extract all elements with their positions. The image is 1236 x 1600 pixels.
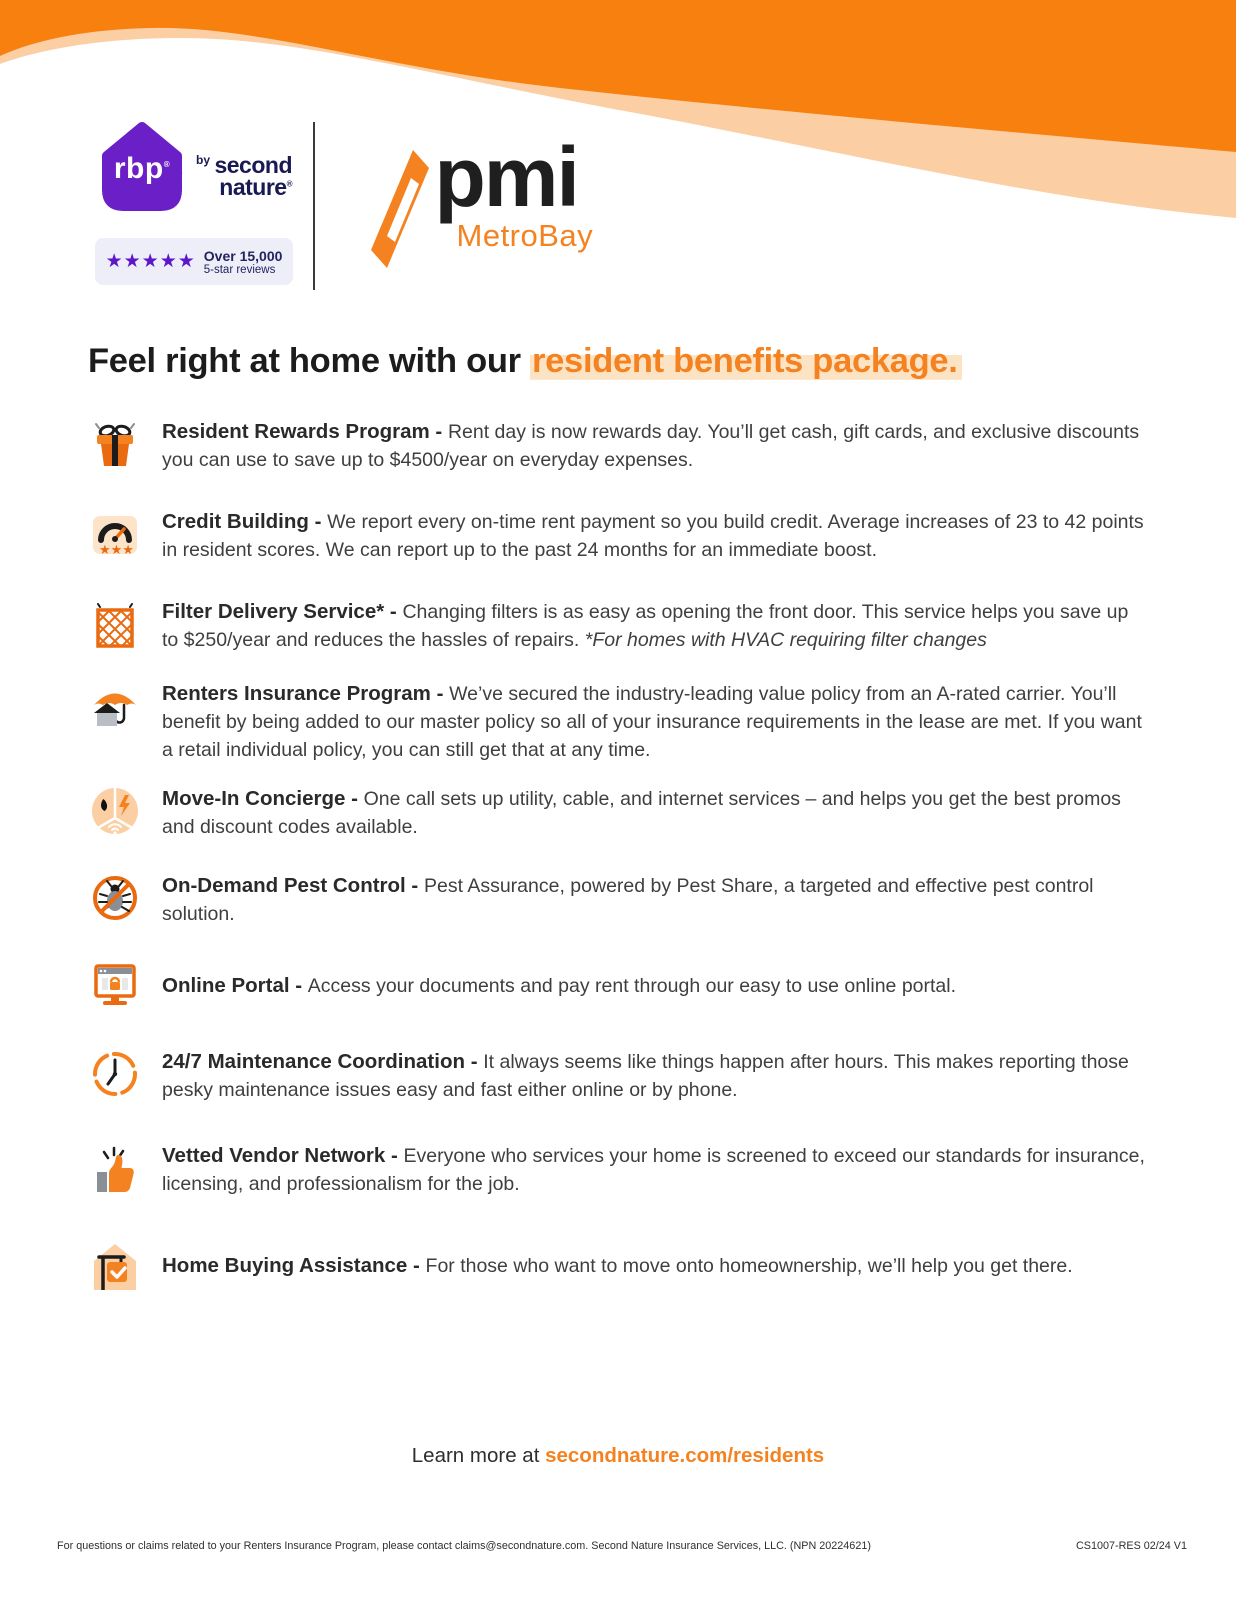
benefit-text — [162, 785, 1145, 841]
legal-disclaimer: For questions or claims related to your Renters Insurance Program, please contact claims@secondnature.com. Second Nature Insurance Services, LLC. (NPN 20224621) — [57, 1540, 871, 1552]
pmi-location: MetroBay — [456, 217, 594, 253]
rbp-logo-block — [95, 118, 295, 285]
benefit-description: Pest Assurance, powered by Pest Share, a targeted and effective pest control solution. — [162, 875, 1094, 925]
sn-registered-mark: ® — [286, 179, 292, 189]
benefit-title: Home Buying Assistance - — [162, 1254, 426, 1277]
benefit-text — [162, 972, 1145, 1000]
benefit-text — [162, 598, 1145, 654]
benefit-maintenance — [90, 1048, 1145, 1104]
document-code: CS1007-RES 02/24 V1 — [1075, 1540, 1187, 1552]
headline-highlight: resident benefits package. — [530, 342, 962, 382]
rbp-wordmark: rbp® — [113, 152, 171, 185]
pmi-logo-block — [357, 118, 594, 272]
benefit-filter-delivery — [90, 598, 1145, 654]
benefit-move-in-concierge — [90, 785, 1145, 841]
by-label: by — [196, 153, 211, 168]
logo-row — [95, 118, 593, 290]
benefit-resident-rewards — [90, 418, 1145, 474]
benefit-title: Vetted Vendor Network - — [162, 1144, 404, 1167]
benefit-description: Access your documents and pay rent through our easy to use online portal. — [307, 975, 957, 997]
benefit-text — [162, 1142, 1145, 1198]
benefit-renters-insurance — [90, 680, 1145, 764]
thumbs-up-icon — [90, 1142, 146, 1194]
umbrella-house-icon — [90, 680, 146, 732]
benefit-text — [162, 418, 1145, 474]
pest-control-icon — [90, 872, 146, 924]
reviews-badge — [95, 238, 293, 285]
svg-text:★★★: ★★★ — [99, 542, 134, 557]
headline-prefix: Feel right at home with our — [88, 342, 531, 380]
benefit-pest-control — [90, 872, 1145, 928]
benefit-footnote: *For homes with HVAC requiring filter changes — [579, 629, 987, 651]
logo-divider — [313, 122, 315, 290]
benefit-text — [162, 872, 1145, 928]
benefit-title: Credit Building - — [162, 510, 328, 533]
page-title — [88, 342, 1173, 381]
rbp-logo — [98, 118, 186, 222]
learn-more-line — [0, 1444, 1236, 1468]
benefit-description: We’ve secured the industry-leading value policy from an A-rated carrier. You’ll benefit by being added to our master policy so all of your insurance requirements in the lease are met. If you want a retail individual policy, you can still get that at any time. — [162, 683, 1142, 761]
learn-more-link[interactable]: secondnature.com/residents — [545, 1444, 825, 1467]
benefit-description: For those who want to move onto homeownership, we’ll help you get there. — [425, 1255, 1073, 1277]
benefit-title: Online Portal - — [162, 974, 308, 997]
benefit-text — [162, 1048, 1145, 1104]
benefit-vendor-network — [90, 1142, 1145, 1198]
benefit-text — [162, 680, 1145, 764]
nature-label: nature — [219, 174, 287, 200]
second-label: second — [214, 152, 292, 179]
benefit-title: Resident Rewards Program - — [162, 420, 448, 443]
five-star-rating-icon: ★★★★★ — [105, 251, 196, 272]
filter-icon — [90, 598, 146, 650]
learn-more-label: Learn more at — [411, 1444, 546, 1467]
benefit-description: Changing filters is as easy as opening the front door. This service helps you save up to $250/year and reduces the hassles of repairs. — [162, 601, 1129, 651]
utilities-icon — [90, 785, 146, 837]
benefit-text — [162, 1252, 1145, 1280]
benefit-description: We report every on-time rent payment so you build credit. Average increases of 23 to 42 points in resident scores. We can report up to the past 24 months for an immediate boost. — [162, 511, 1144, 561]
reviews-count: Over 15,000 — [203, 247, 283, 264]
benefit-home-buying — [90, 1238, 1145, 1294]
benefit-credit-building — [90, 508, 1145, 564]
benefit-title: 24/7 Maintenance Coordination - — [162, 1050, 484, 1073]
clock-icon — [90, 1048, 146, 1100]
second-nature-wordmark — [196, 141, 292, 199]
rbp-registered-mark: ® — [163, 160, 171, 169]
benefit-description: One call sets up utility, cable, and internet services – and helps you get the best promos and discount codes available. — [162, 788, 1121, 838]
benefit-text — [162, 508, 1145, 564]
reviews-caption: 5-star reviews — [203, 263, 276, 276]
home-sold-icon — [90, 1240, 146, 1292]
credit-gauge-icon — [90, 508, 146, 560]
online-portal-icon — [90, 960, 146, 1012]
pmi-wordmark: pmi — [434, 130, 578, 224]
benefit-title: Renters Insurance Program - — [162, 682, 450, 705]
benefit-title: Filter Delivery Service* - — [162, 600, 403, 623]
benefit-title: On-Demand Pest Control - — [162, 874, 424, 897]
benefit-description: It always seems like things happen after hours. This makes reporting those pesky maintenance issues easy and fast either online or by phone. — [162, 1051, 1129, 1101]
benefit-online-portal — [90, 958, 1145, 1014]
gift-icon — [90, 418, 146, 470]
benefit-title: Move-In Concierge - — [162, 787, 364, 810]
benefit-description: Rent day is now rewards day. You’ll get cash, gift cards, and exclusive discounts you can use to save up to $4500/year on everyday expenses. — [162, 421, 1140, 471]
legal-footer — [57, 1540, 1187, 1552]
pmi-mark-icon — [357, 140, 431, 272]
benefit-description: Everyone who services your home is screened to exceed our standards for insurance, licensing, and professionalism for the job. — [162, 1145, 1145, 1195]
